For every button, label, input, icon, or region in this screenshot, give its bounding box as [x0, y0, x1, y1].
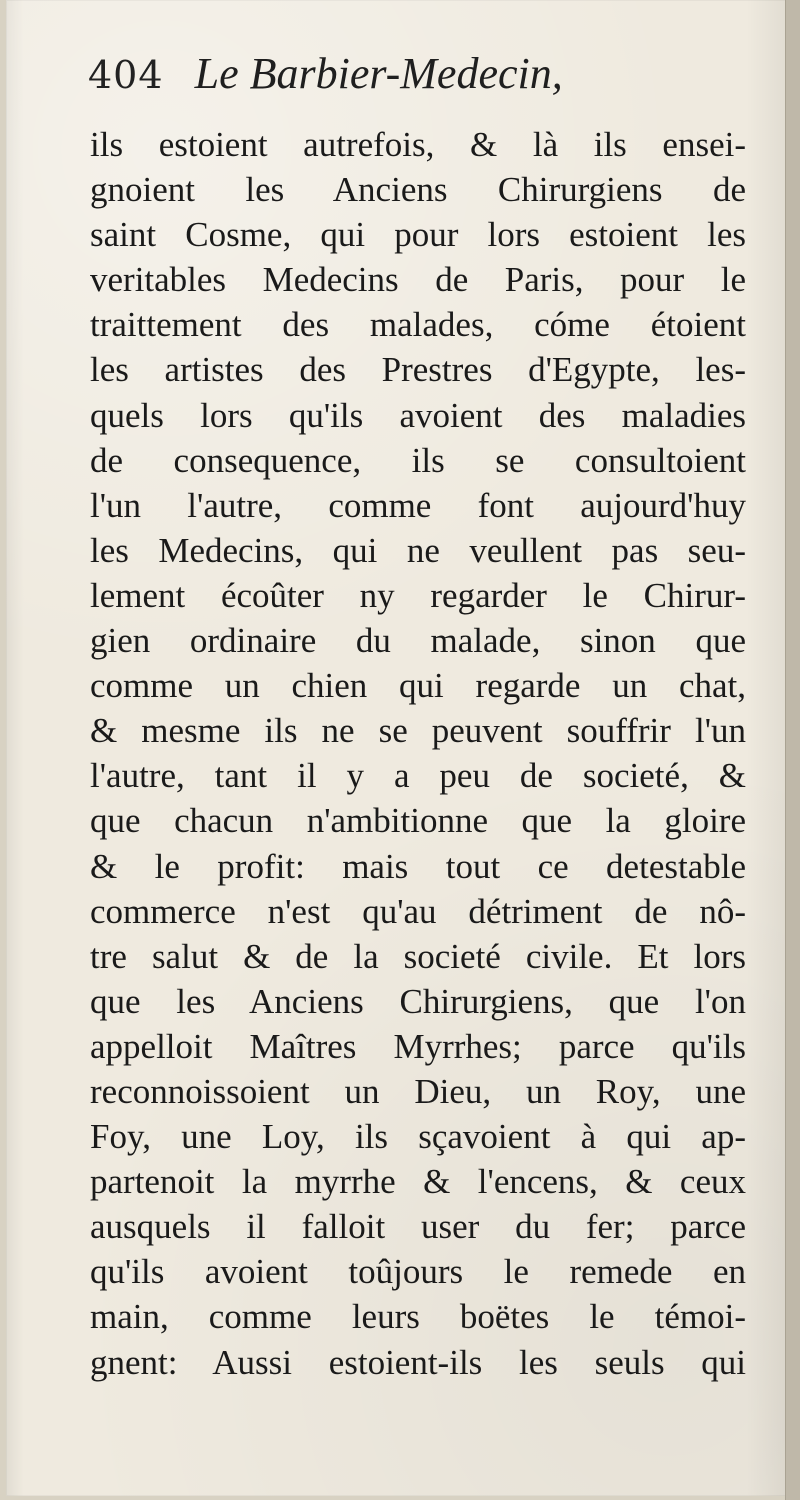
- text-line: de consequence, ils se consultoient: [90, 440, 746, 480]
- text-line: gnent: Aussi estoient-ils les seuls qui: [90, 1342, 746, 1382]
- text-line: saint Cosme, qui pour lors estoient les: [90, 215, 746, 255]
- text-line: partenoit la myrrhe & l'encens, & ceux: [90, 1162, 746, 1202]
- text-line: l'autre, tant il y a peu de societé, &: [90, 756, 746, 796]
- text-line: ausquels il falloit user du fer; parce: [90, 1207, 746, 1247]
- body-text: [90, 122, 746, 1385]
- running-head: Le Barbier-Medecin,: [194, 49, 563, 98]
- text-line: les artistes des Prestres d'Egypte, les-: [90, 350, 746, 390]
- text-line: ils estoient autrefois, & là ils ensei-: [90, 125, 746, 164]
- text-line: & mesme ils ne se peuvent souffrir l'un: [90, 711, 746, 751]
- text-line: main, comme leurs boëtes le témoi-: [90, 1297, 746, 1337]
- text-line: veritables Medecins de Paris, pour le: [90, 260, 746, 300]
- text-line: lement écoûter ny regarder le Chirur-: [90, 575, 746, 615]
- text-line: & le profit: mais tout ce detestable: [90, 846, 746, 886]
- text-line: commerce n'est qu'au détriment de nô-: [90, 891, 746, 931]
- page-header: [88, 48, 728, 108]
- text-line: qu'ils avoient toûjours le remede en: [90, 1252, 746, 1292]
- text-line: tre salut & de la societé civile. Et lors: [90, 936, 746, 976]
- text-line: les Medecins, qui ne veullent pas seu-: [90, 530, 746, 570]
- page-number: 404: [88, 53, 164, 97]
- text-line: quels lors qu'ils avoient des maladies: [90, 395, 746, 435]
- book-page: [6, 0, 786, 1496]
- text-line: Foy, une Loy, ils sçavoient à qui ap-: [90, 1117, 746, 1157]
- text-line: comme un chien qui regarde un chat,: [90, 666, 746, 706]
- text-line: traittement des malades, cóme étoient: [90, 305, 746, 345]
- text-line: que les Anciens Chirurgiens, que l'on: [90, 981, 746, 1021]
- text-line: l'un l'autre, comme font aujourd'huy: [90, 485, 746, 525]
- text-line: que chacun n'ambitionne que la gloire: [90, 801, 746, 841]
- text-line: reconnoissoient un Dieu, un Roy, une: [90, 1071, 746, 1111]
- text-line: appelloit Maîtres Myrrhes; parce qu'ils: [90, 1026, 746, 1066]
- text-line: gien ordinaire du malade, sinon que: [90, 621, 746, 661]
- text-line: gnoient les Anciens Chirurgiens de: [90, 170, 746, 210]
- page-edge: [785, 0, 800, 1500]
